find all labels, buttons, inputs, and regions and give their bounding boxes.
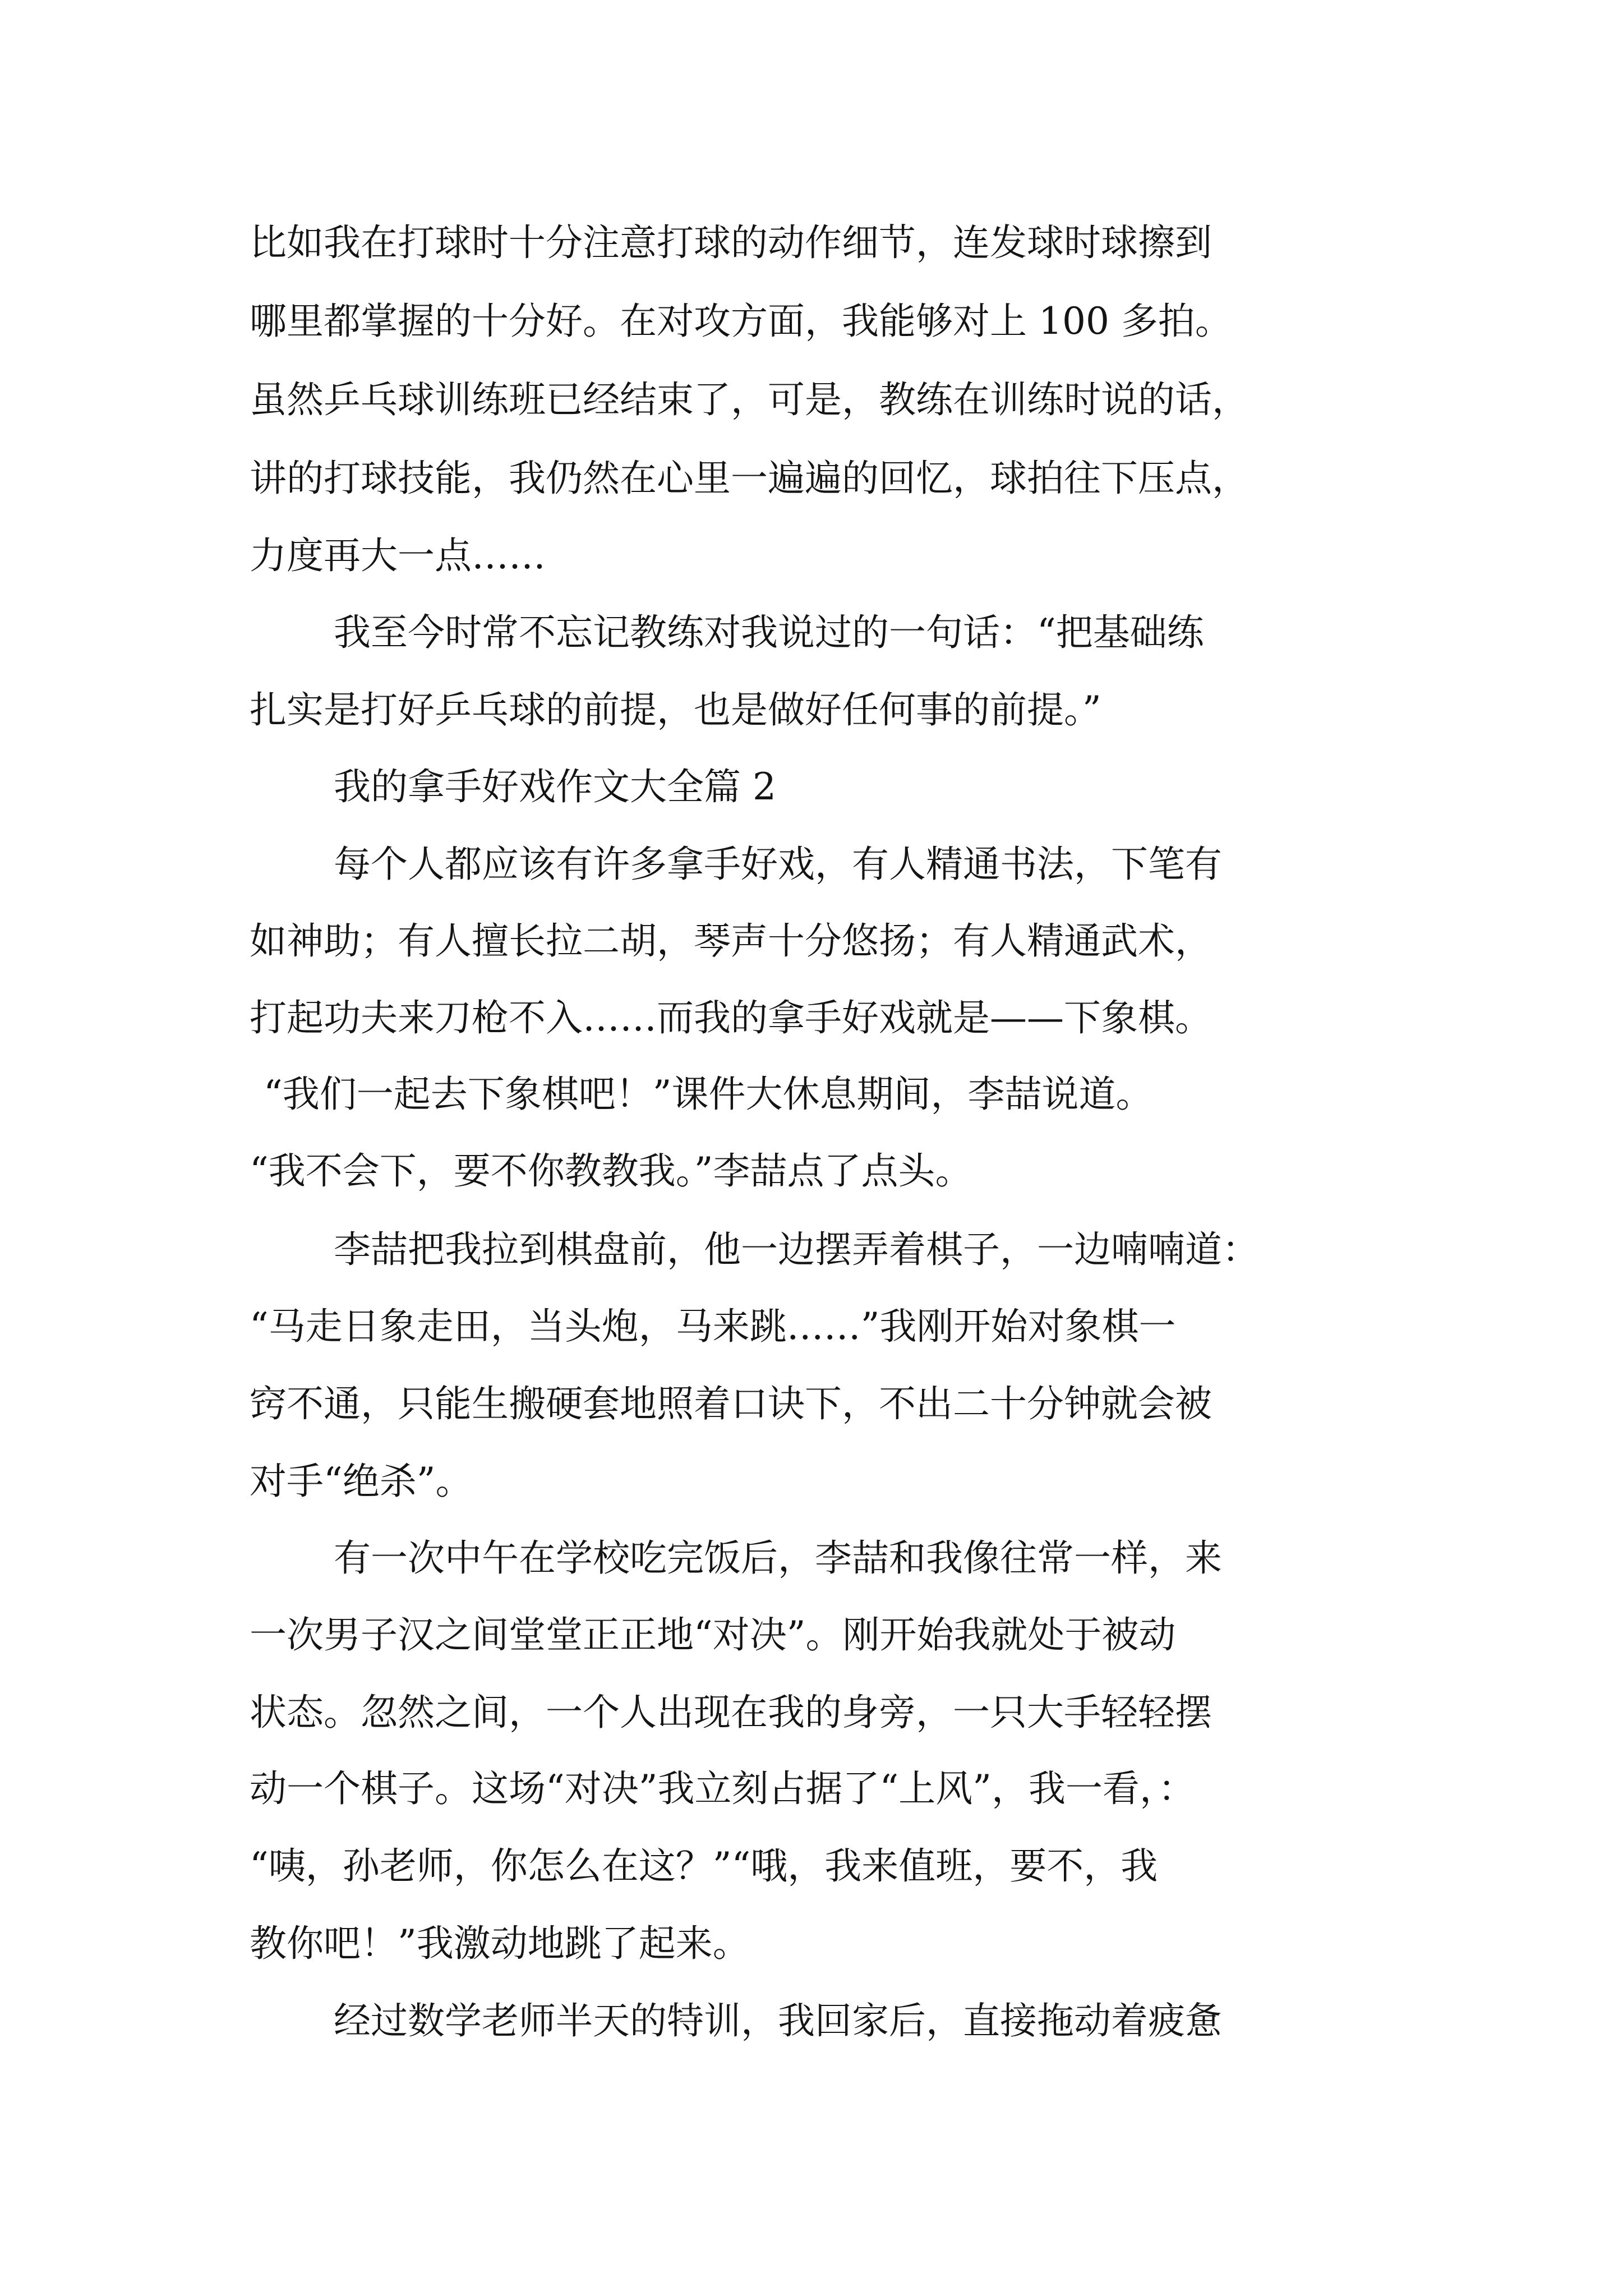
- text-line: 比如我在打球时十分注意打球的动作细节，连发球时球擦到: [250, 221, 1212, 264]
- text-line: “马走日象走田，当头炮，马来跳……”我刚开始对象棋一: [250, 1305, 1176, 1348]
- text-line: 讲的打球技能，我仍然在心里一遍遍的回忆，球拍往下压点，: [250, 457, 1249, 500]
- text-line: 哪里都掌握的十分好。在对攻方面，我能够对上 100 多拍。: [250, 300, 1232, 343]
- text-line: 窍不通，只能生搬硬套地照着口诀下，不出二十分钟就会被: [250, 1382, 1212, 1425]
- section-heading: 我的拿手好戏作文大全篇 2: [334, 765, 776, 808]
- text-line: 我至今时常不忘记教练对我说过的一句话：“把基础练: [334, 611, 1204, 654]
- text-line: 教你吧！”我激动地跳了起来。: [250, 1922, 750, 1965]
- text-line: 力度再大一点……: [250, 534, 546, 577]
- text-line: 对手“绝杀”。: [250, 1460, 473, 1503]
- text-line: 李喆把我拉到棋盘前，他一边摆弄着棋子，一边喃喃道：: [334, 1228, 1259, 1271]
- text-line: 动一个棋子。这场“对决”我立刻占据了“上风”，我一看，：: [250, 1767, 1195, 1810]
- text-line: 虽然乒乓球训练班已经结束了，可是，教练在训练时说的话，: [250, 378, 1249, 421]
- text-line: 打起功夫来刀枪不入……而我的拿手好戏就是——下象棋。: [250, 996, 1212, 1039]
- text-line: “我不会下，要不你教教我。”李喆点了点头。: [250, 1149, 972, 1193]
- text-line: 一次男子汉之间堂堂正正地“对决”。刚开始我就处于被动: [250, 1613, 1176, 1657]
- text-line: 经过数学老师半天的特训，我回家后，直接拖动着疲惫: [334, 1999, 1222, 2042]
- text-line: “我们一起去下象棋吧！”课件大休息期间，李喆说道。: [264, 1073, 1153, 1116]
- text-line: “咦，孙老师，你怎么在这？”“哦，我来值班，要不，我: [250, 1844, 1158, 1888]
- text-line: 如神助；有人擅长拉二胡，琴声十分悠扬；有人精通武术，: [250, 919, 1212, 963]
- text-line: 扎实是打好乒乓球的前提，也是做好任何事的前提。”: [250, 688, 1101, 731]
- text-line: 每个人都应该有许多拿手好戏，有人精通书法，下笔有: [334, 843, 1222, 886]
- text-line: 状态。忽然之间，一个人出现在我的身旁，一只大手轻轻摆: [250, 1691, 1212, 1734]
- text-line: 有一次中午在学校吃完饭后，李喆和我像往常一样，来: [334, 1536, 1222, 1580]
